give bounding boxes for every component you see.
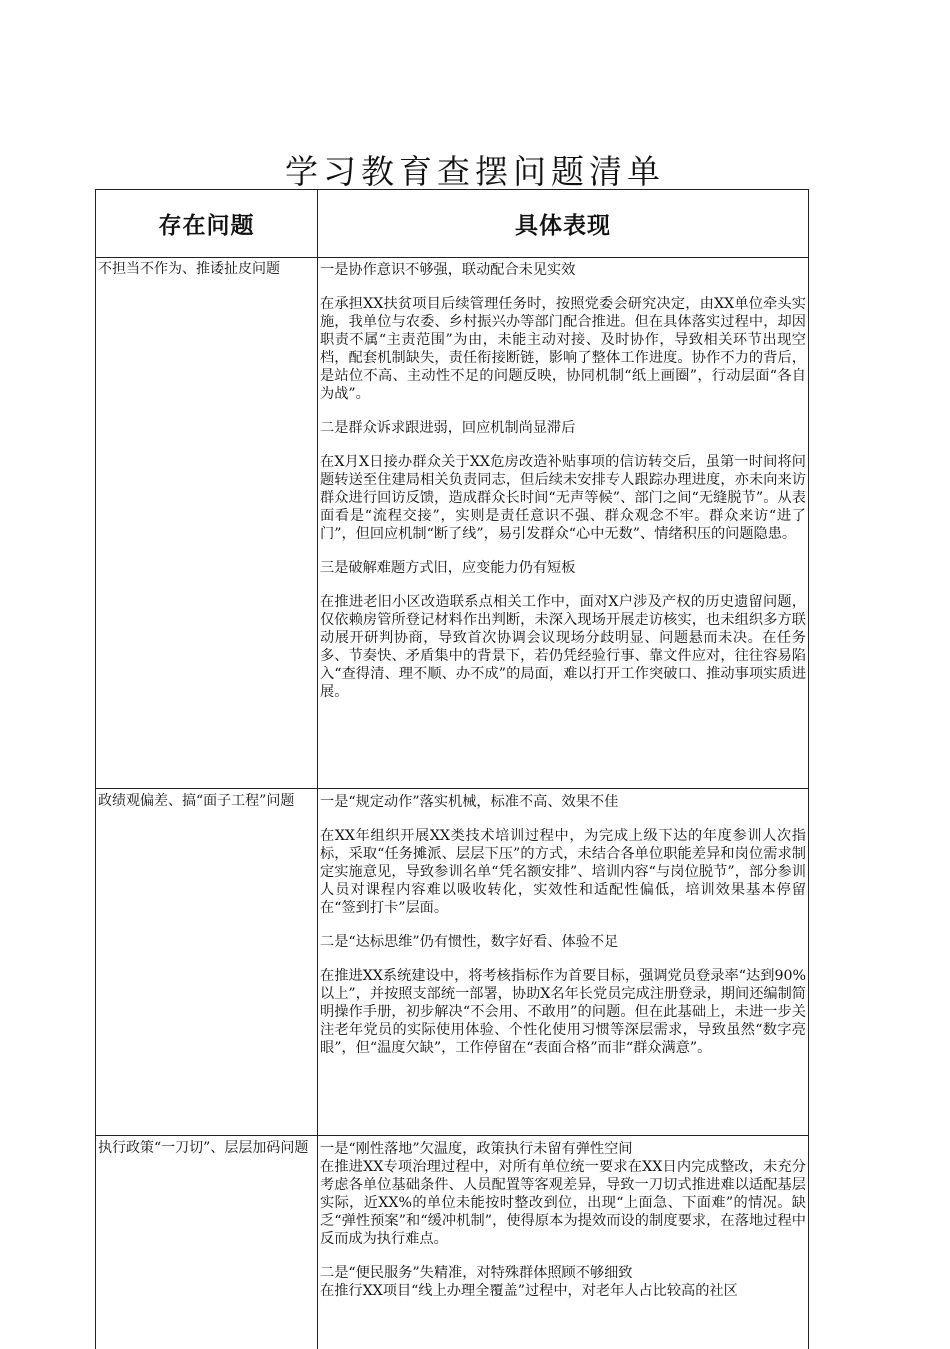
item-body: 在推进XX系统建设中，将考核指标作为首要目标，强调党员登录率“达到90%以上”，并按照支部统一部署，协助X名年长党员完成注册登录，期间还编制简明操作手册，初步解决“不会用、不敢用”的问题。但在此基础上，未进一步关注老年党员的实际使用体验、个性化使用习惯等深层需求，导致虽然“数字亮眼”，但“温度欠缺”，工作停留在“表面合格”而非“群众满意”。 xyxy=(320,968,806,1056)
item-body: 在推进XX专项治理过程中，对所有单位统一要求在XX日内完成整改，未充分考虑各单位基础条件、人员配置等客观差异，导致一刀切式推进难以适配基层实际，近XX%的单位未能按时整改到位，出现“上面急、下面难”的情况。缺乏“弹性预案”和“缓冲机制”，使得原本为提效而设的制度要求，在落地过程中反而成为执行难点。 xyxy=(320,1159,806,1247)
row-category: 不担当不作为、推诿扯皮问题 xyxy=(98,261,280,277)
item-heading: 二是群众诉求跟进弱，回应机制尚显滞后 xyxy=(320,420,576,436)
row-category: 政绩观偏差、搞“面子工程”问题 xyxy=(98,793,295,809)
item-body: 在推进老旧小区改造联系点相关工作中，面对X户涉及产权的历史遗留问题，仅依赖房管所登记材料作出判断，未深入现场开展走访核实，也未组织多方联动展开研判协商，导致首次协调会议现场分歧明显、问题悬而未决。在任务多、节奏快、矛盾集中的背景下，若仍凭经验行事、靠文件应对，往往容易陷入“查得清、理不顺、办不成”的局面，难以打开工作突破口、推动事项实质进展。 xyxy=(320,594,806,700)
item-heading: 二是“便民服务”失精准，对特殊群体照顾不够细致 xyxy=(320,1265,633,1281)
header-problem: 存在问题 xyxy=(158,212,255,239)
item-heading: 二是“达标思维”仍有惯性，数字好看、体验不足 xyxy=(320,934,619,950)
row-divider xyxy=(96,788,808,789)
item-heading: 三是破解难题方式旧，应变能力仍有短板 xyxy=(320,560,576,576)
page-title: 学习教育查摆问题清单 xyxy=(285,152,665,191)
problem-table xyxy=(95,189,809,1349)
header-detail: 具体表现 xyxy=(515,212,611,239)
item-body: 在承担XX扶贫项目后续管理任务时，按照党委会研究决定，由XX单位牵头实施，我单位与农委、乡村振兴办等部门配合推进。但在具体落实过程中，却因职责不属“主责范围”为由，未能主动对接、及时协作，导致相关环节出现空档，配套机制缺失，责任衔接断链，影响了整体工作进度。协作不力的背后，是站位不高、主动性不足的问题反映，协同机制“纸上画圈”，行动层面“各自为战”。 xyxy=(320,296,806,402)
item-body: 在XX年组织开展XX类技术培训过程中，为完成上级下达的年度参训人次指标，采取“任务摊派、层层下压”的方式，未结合各单位职能差异和岗位需求制定实施意见，导致参训名单“凭名额安排”、培训内容“与岗位脱节”，部分参训人员对课程内容难以吸收转化，实效性和适配性偏低，培训效果基本停留在“签到打卡”层面。 xyxy=(320,828,806,916)
row-divider xyxy=(96,1135,808,1136)
item-body: 在X月X日接办群众关于XX危房改造补贴事项的信访转交后，虽第一时间将问题转送至住建局相关负责同志，但后续未安排专人跟踪办理进度，亦未向来访群众进行回访反馈，造成群众长时间“无声等候”、部门之间“无缝脱节”。从表面看是“流程交接”，实则是责任意识不强、群众观念不牢。群众来访“进了门”，但回应机制“断了线”，易引发群众“心中无数”、情绪积压的问题隐患。 xyxy=(320,454,806,542)
row-divider xyxy=(96,257,808,258)
item-heading: 一是“刚性落地”欠温度，政策执行未留有弹性空间 xyxy=(320,1141,633,1157)
row-detail xyxy=(320,1140,806,1300)
item-heading: 一是协作意识不够强，联动配合未见实效 xyxy=(320,262,576,278)
row-detail xyxy=(320,261,806,701)
item-body: 在推行XX项目“线上办理全覆盖”过程中，对老年人占比较高的社区 xyxy=(320,1283,738,1299)
row-detail xyxy=(320,793,806,1057)
column-divider xyxy=(317,190,318,1349)
row-category: 执行政策“一刀切”、层层加码问题 xyxy=(98,1140,309,1156)
item-heading: 一是“规定动作”落实机械，标准不高、效果不佳 xyxy=(320,794,619,810)
